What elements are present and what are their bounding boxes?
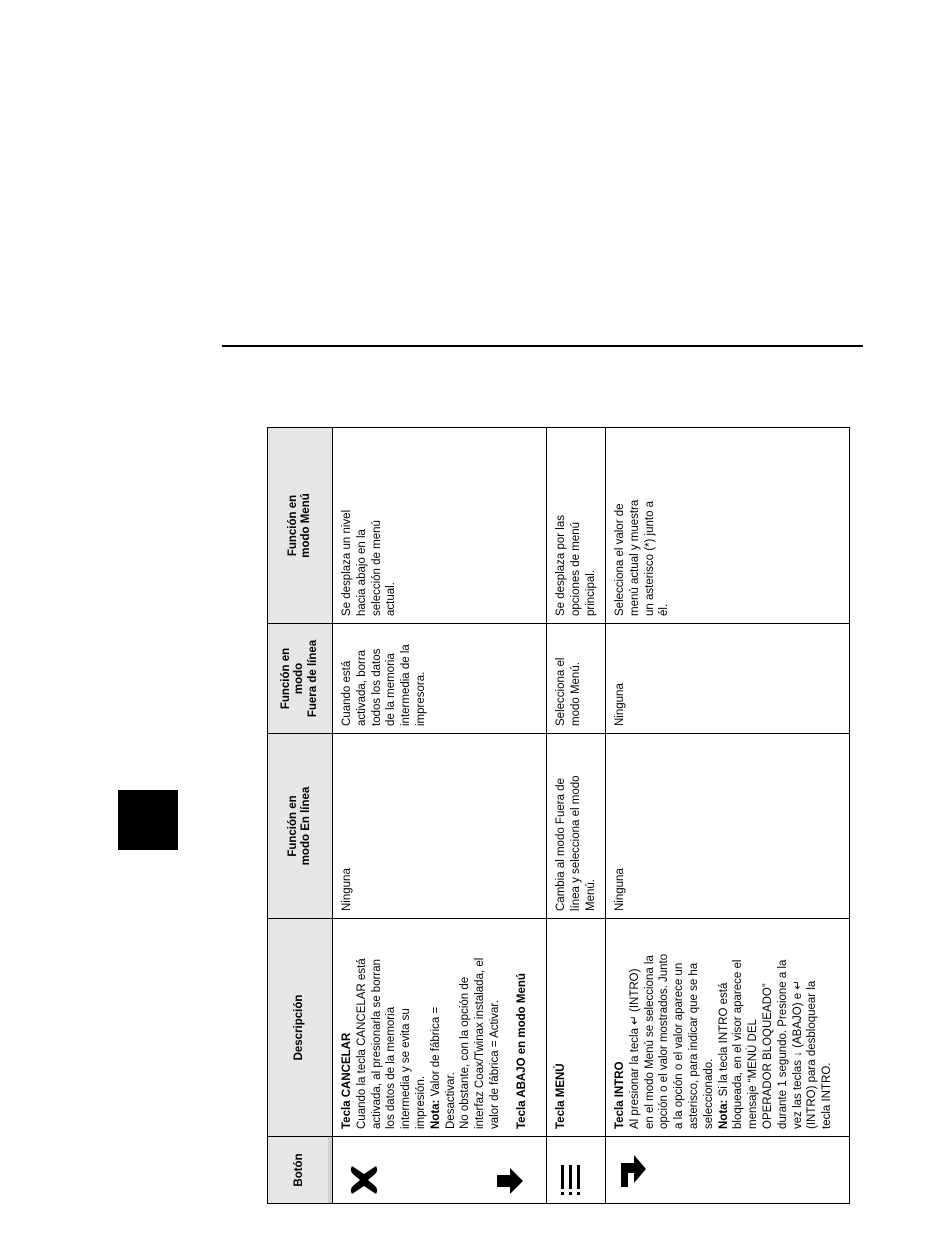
header-boton: Botón xyxy=(268,1137,333,1204)
fuera-linea-cell-menu: Selecciona el modo Menú. xyxy=(547,624,606,734)
rotated-table-container xyxy=(267,428,861,1204)
table-header-row xyxy=(268,428,333,1204)
fuera-linea-cell-cancel: Cuando está activada, borra todos los datos de la memoria intermedia de la impresora. xyxy=(333,624,547,734)
button-function-table xyxy=(267,427,850,1204)
header-fuera-linea: Función en modo Fuera de línea xyxy=(268,624,333,734)
description-cell-intro: Tecla INTRO Al presionar la tecla ↵ (INTRO) en el modo Menú se selecciona la opción o el valor mostrados. Junto a la opción o el valor aparece un asterisco, para indicar que se ha seleccionado. Nota: Si la tecla INTRO está bloqueada, en el visor aparece el mensaje “MENÚ DEL OPERADOR BLOQUEADO” durante 1 segundo. Presione a la vez las teclas ↓ (ABAJO) e ↵ (INTRO) para desbloquear la tecla INTRO. xyxy=(606,919,850,1137)
section-tab-marker xyxy=(118,790,178,850)
en-linea-cell-menu: Cambia al modo Fuera de línea y selecciona el modo Menú. xyxy=(547,734,606,919)
cancel-x-icon xyxy=(349,1163,379,1197)
table-row xyxy=(333,428,547,1204)
table-row xyxy=(547,428,606,1204)
button-cell-menu xyxy=(547,1137,606,1204)
en-linea-cell-intro: Ninguna xyxy=(606,734,850,919)
menu-cell-menu: Se desplaza por las opciones de menú principal. xyxy=(547,428,606,624)
down-arrow-icon xyxy=(495,1167,525,1195)
button-cell-intro xyxy=(606,1137,850,1204)
header-descripcion: Descripción xyxy=(268,919,333,1137)
fuera-linea-cell-intro: Ninguna xyxy=(606,624,850,734)
enter-icon xyxy=(616,1151,648,1189)
header-rule xyxy=(222,345,863,347)
header-menu: Función en modo Menú xyxy=(268,428,333,624)
description-cell-menu: Tecla MENÚ xyxy=(547,919,606,1137)
menu-icon xyxy=(559,1165,583,1195)
header-en-linea: Función en modo En línea xyxy=(268,734,333,919)
menu-cell-cancel: Se desplaza un nivel hacia abajo en la selección de menú actual. xyxy=(333,428,547,624)
button-cell-cancel xyxy=(333,1137,547,1204)
description-cell-cancel: Tecla CANCELAR Cuando la tecla CANCELAR está activada, al presionarla se borran los datos de la memoria intermedia y se evita su impresión. Nota: Valor de fábrica = Desactivar. No obstante, con la opción de interfaz Coax/Twinax instalada, el valor de fábrica = Activar. Tecla ABAJO en modo Menú xyxy=(333,919,547,1137)
menu-cell-intro: Selecciona el valor de menú actual y muestra un asterisco (*) junto a él. xyxy=(606,428,850,624)
en-linea-cell-cancel: Ninguna xyxy=(333,734,547,919)
table-row xyxy=(606,428,850,1204)
